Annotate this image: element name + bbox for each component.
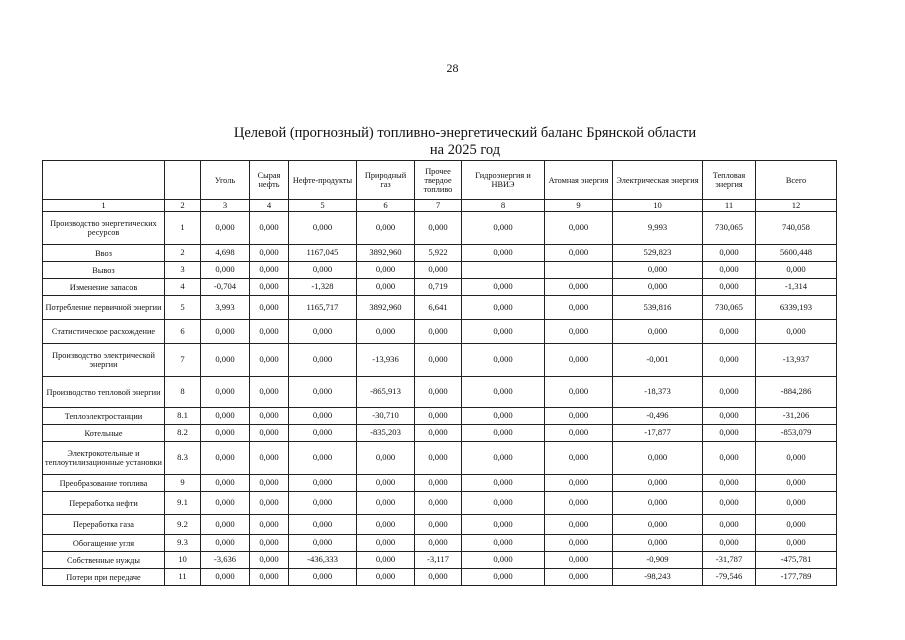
cell-value: -79,546 [703,569,756,586]
cell-value: 0,000 [545,408,613,425]
column-number: 2 [165,200,201,212]
cell-value: 0,000 [250,377,289,408]
cell-value: -13,937 [756,344,837,377]
column-header: Уголь [201,161,250,200]
cell-value: 5600,448 [756,245,837,262]
cell-value: 0,000 [756,515,837,535]
row-code: 9.3 [165,535,201,552]
header-row [43,161,837,200]
column-header: Гидроэнергия и НВИЭ [462,161,545,200]
row-name: Потребление первичной энергии [43,296,165,320]
column-number: 1 [43,200,165,212]
cell-value: 0,000 [462,212,545,245]
row-name: Потери при передаче [43,569,165,586]
cell-value: 0,000 [545,492,613,515]
cell-value: 0,000 [357,552,415,569]
cell-value: -436,333 [289,552,357,569]
row-name: Преобразование топлива [43,475,165,492]
cell-value: 0,000 [462,408,545,425]
cell-value: 0,000 [415,569,462,586]
cell-value: 0,000 [756,262,837,279]
cell-value: 0,000 [613,442,703,475]
cell-value: 0,000 [545,515,613,535]
row-name: Электрокотельные и теплоутилизационные установки [43,442,165,475]
cell-value: 0,000 [462,377,545,408]
row-code: 11 [165,569,201,586]
cell-value: 0,000 [250,569,289,586]
table-row [43,475,837,492]
cell-value [462,262,545,279]
cell-value: 0,000 [201,344,250,377]
cell-value: -1,328 [289,279,357,296]
column-number: 11 [703,200,756,212]
cell-value: 0,000 [201,212,250,245]
cell-value: 0,000 [703,408,756,425]
table-row [43,442,837,475]
table-row [43,377,837,408]
cell-value: 0,000 [756,442,837,475]
cell-value: -3,636 [201,552,250,569]
cell-value: 0,000 [756,535,837,552]
cell-value: 0,000 [250,344,289,377]
fuel-energy-balance-table [42,160,837,586]
cell-value: -18,373 [613,377,703,408]
column-header: Прочее твердое топливо [415,161,462,200]
row-code: 4 [165,279,201,296]
table-row [43,296,837,320]
cell-value: 0,000 [415,475,462,492]
column-number: 4 [250,200,289,212]
column-header [165,161,201,200]
table-row [43,408,837,425]
cell-value: -31,787 [703,552,756,569]
cell-value: -835,203 [357,425,415,442]
cell-value: 0,719 [415,279,462,296]
page-number: 28 [446,61,459,75]
cell-value: 0,000 [703,245,756,262]
cell-value: 0,000 [613,279,703,296]
cell-value: 0,000 [289,262,357,279]
cell-value: 0,000 [250,492,289,515]
row-code: 9 [165,475,201,492]
cell-value: 0,000 [462,552,545,569]
column-number-row [43,200,837,212]
cell-value: 0,000 [415,320,462,344]
cell-value: 0,000 [289,320,357,344]
cell-value: 0,000 [289,535,357,552]
cell-value: -98,243 [613,569,703,586]
row-name: Собственные нужды [43,552,165,569]
cell-value: 730,065 [703,212,756,245]
cell-value: 0,000 [250,296,289,320]
cell-value: 0,000 [462,442,545,475]
row-name: Переработка газа [43,515,165,535]
row-code: 5 [165,296,201,320]
row-code: 3 [165,262,201,279]
row-code: 9.1 [165,492,201,515]
column-number: 5 [289,200,357,212]
cell-value: 0,000 [703,279,756,296]
cell-value: 0,000 [545,279,613,296]
cell-value: 0,000 [201,535,250,552]
column-header: Электрическая энергия [613,161,703,200]
cell-value: 0,000 [613,262,703,279]
table-row [43,344,837,377]
cell-value: 0,000 [250,408,289,425]
cell-value: 0,000 [613,535,703,552]
row-name: Котельные [43,425,165,442]
column-header: Атомная энергия [545,161,613,200]
cell-value: 0,000 [462,515,545,535]
cell-value: 0,000 [415,262,462,279]
cell-value: 0,000 [703,425,756,442]
row-code: 7 [165,344,201,377]
cell-value: 0,000 [545,442,613,475]
cell-value: 0,000 [703,320,756,344]
table-row [43,279,837,296]
row-code: 1 [165,212,201,245]
cell-value: 0,000 [357,569,415,586]
row-code: 8 [165,377,201,408]
column-header: Всего [756,161,837,200]
cell-value: 0,000 [703,442,756,475]
cell-value: -17,877 [613,425,703,442]
cell-value: 0,000 [415,408,462,425]
cell-value: 0,000 [289,425,357,442]
cell-value: 0,000 [289,569,357,586]
cell-value: 0,000 [462,344,545,377]
cell-value: 0,000 [613,515,703,535]
cell-value: 9,993 [613,212,703,245]
cell-value: 0,000 [703,377,756,408]
cell-value: -865,913 [357,377,415,408]
cell-value: 0,000 [201,569,250,586]
cell-value: 0,000 [545,377,613,408]
cell-value [545,262,613,279]
column-number: 3 [201,200,250,212]
cell-value: 0,000 [289,492,357,515]
cell-value: 0,000 [250,262,289,279]
cell-value: 0,000 [545,212,613,245]
cell-value: 0,000 [250,320,289,344]
row-code: 8.3 [165,442,201,475]
cell-value: 0,000 [250,245,289,262]
cell-value: 0,000 [462,425,545,442]
cell-value: 0,000 [357,262,415,279]
cell-value: 0,000 [289,475,357,492]
table-row [43,320,837,344]
row-name: Обогащение угля [43,535,165,552]
cell-value: 0,000 [415,344,462,377]
cell-value: 0,000 [201,262,250,279]
cell-value: 0,000 [201,377,250,408]
cell-value: 0,000 [703,515,756,535]
cell-value: 0,000 [250,425,289,442]
cell-value: -30,710 [357,408,415,425]
column-number: 8 [462,200,545,212]
row-name: Переработка нефти [43,492,165,515]
cell-value: 0,000 [250,535,289,552]
cell-value: 0,000 [201,425,250,442]
table-row [43,552,837,569]
cell-value: 0,000 [545,245,613,262]
cell-value: 0,000 [462,569,545,586]
cell-value: 0,000 [250,552,289,569]
cell-value: 4,698 [201,245,250,262]
cell-value: 0,000 [462,279,545,296]
cell-value: 0,000 [462,296,545,320]
cell-value: 0,000 [545,569,613,586]
column-header: Природный газ [357,161,415,200]
column-number: 6 [357,200,415,212]
table-row [43,425,837,442]
cell-value: 539,816 [613,296,703,320]
cell-value: 0,000 [201,492,250,515]
cell-value: -0,496 [613,408,703,425]
cell-value: 0,000 [289,515,357,535]
cell-value: 0,000 [357,535,415,552]
table-row [43,262,837,279]
cell-value: 0,000 [357,492,415,515]
row-code: 10 [165,552,201,569]
cell-value: 0,000 [250,279,289,296]
cell-value: 0,000 [545,320,613,344]
cell-value: 0,000 [289,344,357,377]
cell-value: 0,000 [289,212,357,245]
cell-value: 529,823 [613,245,703,262]
cell-value: 3892,960 [357,296,415,320]
document-title [0,125,905,159]
cell-value: 0,000 [415,442,462,475]
cell-value: 5,922 [415,245,462,262]
cell-value: 0,000 [415,425,462,442]
cell-value: 0,000 [703,535,756,552]
cell-value: 0,000 [357,320,415,344]
cell-value: -3,117 [415,552,462,569]
cell-value: 0,000 [415,515,462,535]
table-row [43,245,837,262]
cell-value: 1165,717 [289,296,357,320]
cell-value: 0,000 [462,475,545,492]
cell-value: 0,000 [250,475,289,492]
table-row [43,212,837,245]
cell-value: -1,314 [756,279,837,296]
title-line-2: на 2025 год [429,142,501,158]
cell-value: 0,000 [545,475,613,492]
cell-value: 0,000 [415,212,462,245]
cell-value: -0,909 [613,552,703,569]
table-row [43,515,837,535]
column-number: 12 [756,200,837,212]
cell-value: 0,000 [756,475,837,492]
cell-value: -475,781 [756,552,837,569]
cell-value: 0,000 [756,492,837,515]
column-number: 7 [415,200,462,212]
cell-value: 0,000 [703,262,756,279]
cell-value: 0,000 [415,492,462,515]
row-code: 8.1 [165,408,201,425]
cell-value: -0,001 [613,344,703,377]
cell-value: 0,000 [545,344,613,377]
cell-value: 0,000 [545,296,613,320]
cell-value: -884,286 [756,377,837,408]
cell-value: 0,000 [462,245,545,262]
cell-value: 0,000 [703,475,756,492]
cell-value: 0,000 [462,492,545,515]
cell-value: 0,000 [357,475,415,492]
cell-value: 0,000 [613,320,703,344]
cell-value: 0,000 [201,408,250,425]
cell-value: 0,000 [545,425,613,442]
cell-value: 0,000 [201,320,250,344]
cell-value: 0,000 [357,515,415,535]
cell-value: 0,000 [415,535,462,552]
cell-value: 0,000 [250,442,289,475]
cell-value: 740,058 [756,212,837,245]
cell-value: 0,000 [756,320,837,344]
row-name: Производство электрической энергии [43,344,165,377]
cell-value: -0,704 [201,279,250,296]
cell-value: 0,000 [289,408,357,425]
cell-value: 0,000 [250,515,289,535]
row-name: Производство энергетических ресурсов [43,212,165,245]
column-number: 10 [613,200,703,212]
cell-value: 0,000 [703,492,756,515]
cell-value: 0,000 [415,377,462,408]
cell-value: 0,000 [250,212,289,245]
row-name: Изменение запасов [43,279,165,296]
cell-value: 0,000 [703,344,756,377]
cell-value: -13,936 [357,344,415,377]
column-header [43,161,165,200]
cell-value: 0,000 [613,475,703,492]
cell-value: 0,000 [201,515,250,535]
table-row [43,569,837,586]
title-line-1: Целевой (прогнозный) топливно-энергетический баланс Брянской области [233,125,697,141]
cell-value: 0,000 [289,442,357,475]
row-code: 2 [165,245,201,262]
cell-value: 730,065 [703,296,756,320]
cell-value: -177,789 [756,569,837,586]
row-code: 8.2 [165,425,201,442]
row-name: Ввоз [43,245,165,262]
cell-value: 6339,193 [756,296,837,320]
cell-value: 0,000 [357,442,415,475]
column-header: Сырая нефть [250,161,289,200]
cell-value: 6,641 [415,296,462,320]
column-header: Нефте-продукты [289,161,357,200]
cell-value: 0,000 [201,442,250,475]
row-name: Теплоэлектростанции [43,408,165,425]
cell-value: 3,993 [201,296,250,320]
cell-value: 0,000 [545,535,613,552]
column-number: 9 [545,200,613,212]
cell-value: 0,000 [462,535,545,552]
row-code: 9.2 [165,515,201,535]
table-row [43,535,837,552]
row-name: Статистическое расхождение [43,320,165,344]
cell-value: 0,000 [357,279,415,296]
cell-value: 0,000 [357,212,415,245]
row-name: Производство тепловой энергии [43,377,165,408]
cell-value: -853,079 [756,425,837,442]
cell-value: 1167,045 [289,245,357,262]
cell-value: 3892,960 [357,245,415,262]
cell-value: -31,206 [756,408,837,425]
row-name: Вывоз [43,262,165,279]
cell-value: 0,000 [201,475,250,492]
column-header: Тепловая энергия [703,161,756,200]
cell-value: 0,000 [545,552,613,569]
table-row [43,492,837,515]
row-code: 6 [165,320,201,344]
cell-value: 0,000 [289,377,357,408]
cell-value: 0,000 [462,320,545,344]
cell-value: 0,000 [613,492,703,515]
